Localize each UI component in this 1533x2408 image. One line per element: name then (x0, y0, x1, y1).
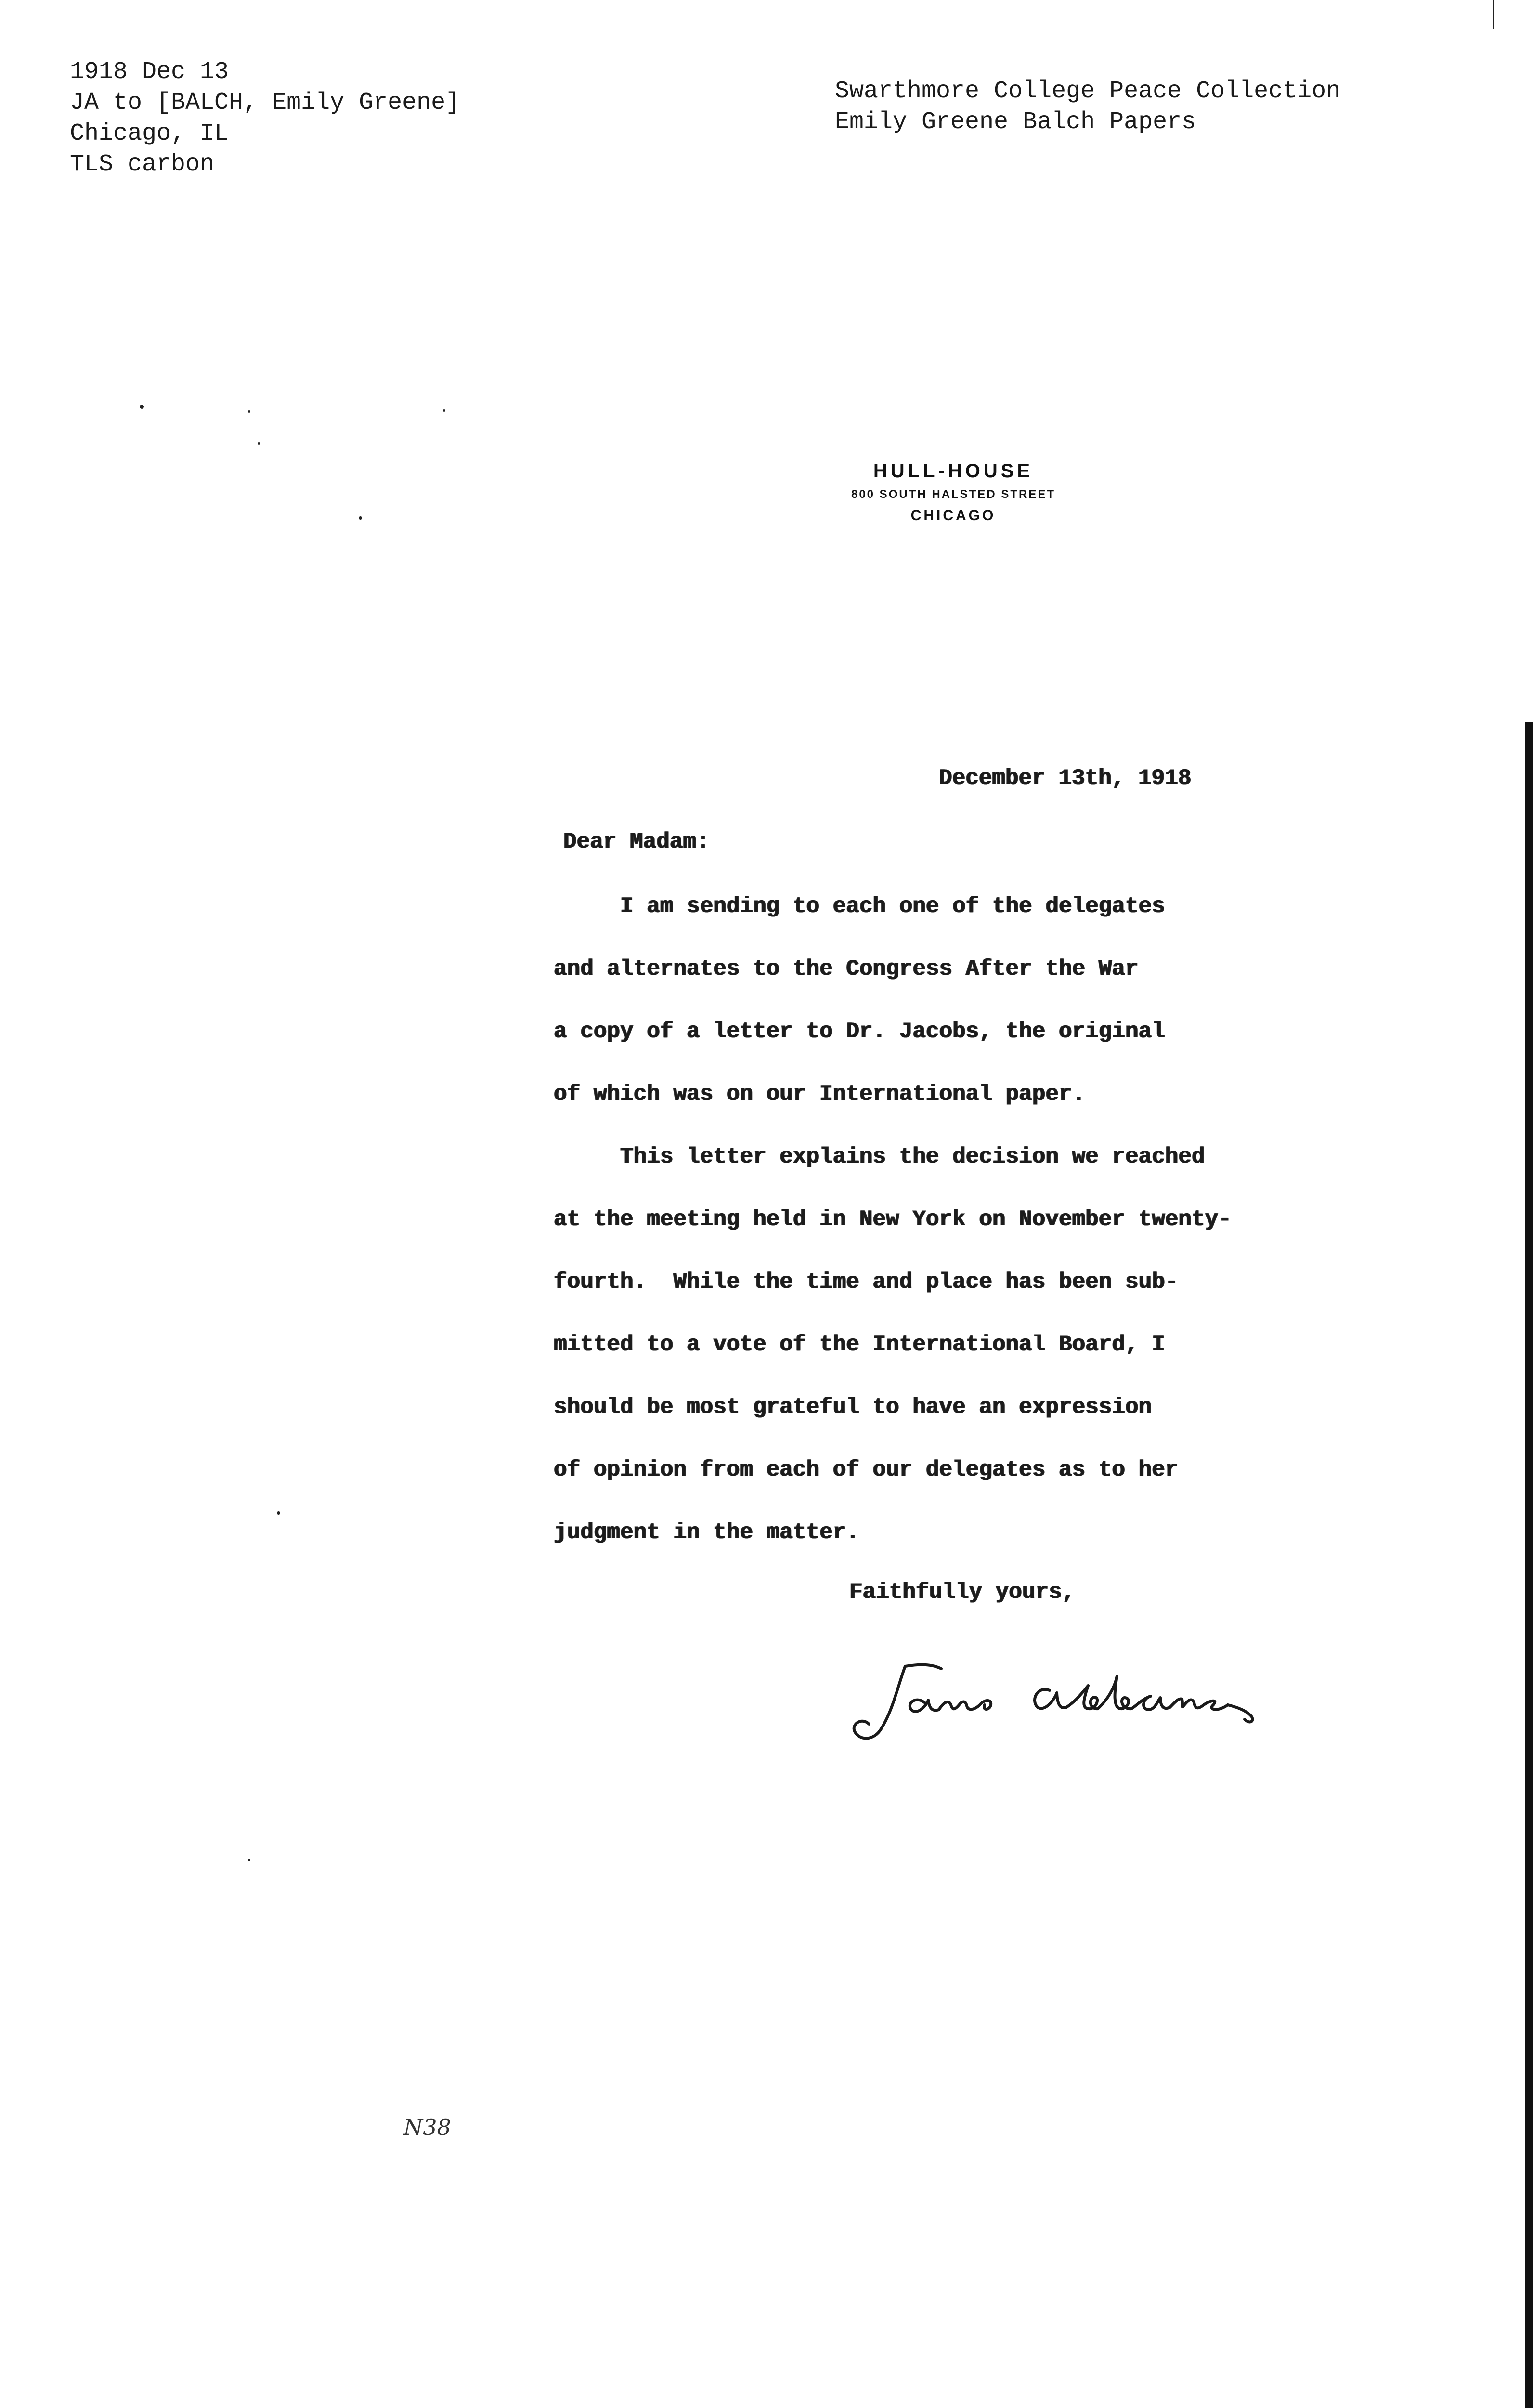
scan-edge-right (1525, 722, 1533, 2408)
body-line: I am sending to each one of the delegates (554, 894, 1165, 919)
letter-date: December 13th, 1918 (939, 766, 1192, 791)
body-line: a copy of a letter to Dr. Jacobs, the original (554, 1019, 1165, 1044)
letterhead-city: CHICAGO (910, 508, 996, 523)
scan-speck (277, 1511, 280, 1515)
scan-speck (248, 1859, 250, 1861)
scan-speck (140, 405, 144, 409)
letterhead-street: 800 SOUTH HALSTED STREET (851, 488, 1056, 501)
archive-place: Chicago, IL (70, 120, 229, 147)
scan-speck (258, 442, 260, 445)
archive-collection (835, 76, 1340, 138)
body-paragraphs (554, 892, 1343, 1581)
scan-speck (443, 409, 445, 412)
body-line: of opinion from each of our delegates as to her (554, 1457, 1179, 1482)
body-line: fourth. While the time and place has been sub- (554, 1269, 1179, 1295)
scan-edge-top (1493, 0, 1494, 29)
archive-metadata (70, 57, 460, 180)
archive-correspondents: JA to [BALCH, Emily Greene] (70, 89, 460, 117)
body-line: at the meeting held in New York on November twenty- (554, 1207, 1232, 1232)
collection-name: Swarthmore College Peace Collection (835, 78, 1341, 105)
collection-papers: Emily Greene Balch Papers (835, 108, 1196, 136)
salutation: Dear Madam: (563, 829, 710, 854)
body-line: judgment in the matter. (554, 1520, 859, 1545)
letterhead-name: HULL-HOUSE (873, 460, 1034, 482)
body-line: and alternates to the Congress After the War (554, 956, 1139, 982)
closing: Faithfully yours, (849, 1580, 1076, 1605)
body-line: mitted to a vote of the International Board, I (554, 1332, 1165, 1357)
scan-speck (248, 410, 250, 413)
letterhead (737, 458, 1170, 527)
signature-jane-addams (847, 1657, 1300, 1748)
body-line: of which was on our International paper. (554, 1082, 1086, 1107)
scan-speck (359, 516, 362, 520)
page-number: N38 (403, 2114, 451, 2140)
body-line: This letter explains the decision we reached (554, 1144, 1205, 1169)
archive-date: 1918 Dec 13 (70, 58, 229, 86)
body-line: should be most grateful to have an expression (554, 1395, 1152, 1420)
archive-format: TLS carbon (70, 151, 215, 178)
